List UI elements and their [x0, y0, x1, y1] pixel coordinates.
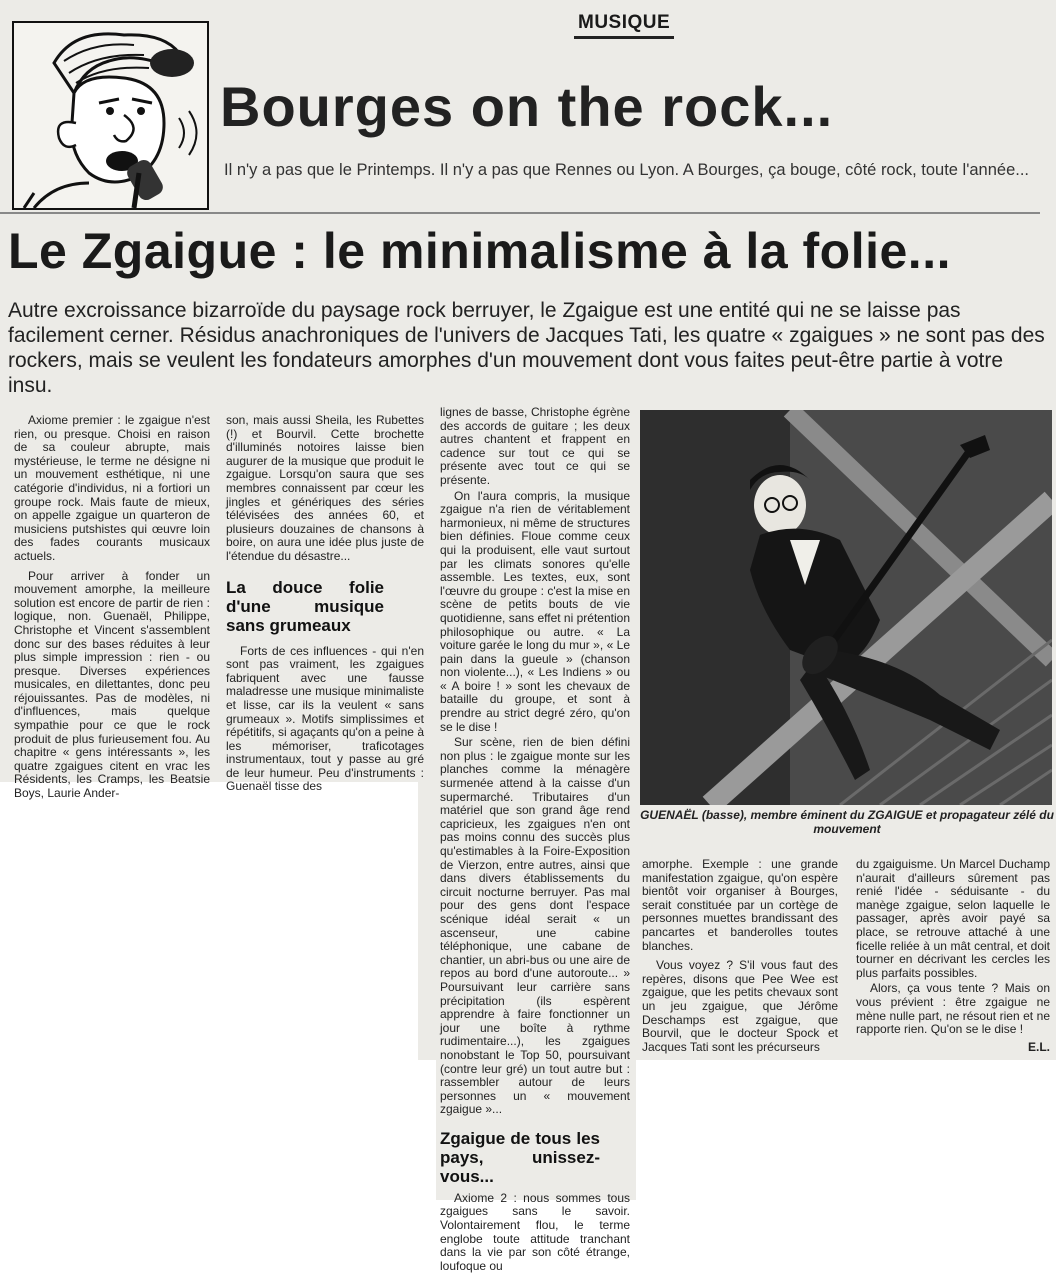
- article-lead: Autre excroissance bizarroïde du paysage rock berruyer, le Zgaigue est une entité qui ne se laisse pas facilement cerner. Résidus anachroniques de l'univers de Jacques Tati, les quatre « zgaigues » ne sont pas des rockers, mais se veulent les fondateurs amorphes d'un mouvement dont vous faites peut-être partie à votre insu.: [8, 299, 1045, 397]
- main-subheadline: Il n'y a pas que le Printemps. Il n'y a pas que Rennes ou Lyon. A Bourges, ça bouge, côté rock, toute l'année...: [224, 161, 1030, 179]
- subheading: Zgaigue de tous les pays, unissez-vous...: [440, 1128, 600, 1186]
- photo-caption: GUENAËL (basse), membre éminent du ZGAIGUE et propagateur zélé du mouvement: [640, 808, 1054, 836]
- paragraph: On l'aura compris, la musique zgaigue n'a rien de véritablement harmonieux, ni même de structures bien définies. Floue comme ceux qui la produisent, elle vaut surtout par les climats sonores qu'elle assemble. Les textes, eux, sont l'œuvre du groupe : c'est la mise en scène de petits bouts de vie quotidienne, sans effet ni prétention philosophique ou autre. « La voiture garée le long du mur », « Le pain dans la gueule » (chanson non violente...), « Les Indiens » ou « A boire ! » sont les chevaux de bataille du groupe, et sont à prendre au strict degré zéro, qu'on se le dise !: [440, 488, 630, 734]
- paragraph: Pour arriver à fonder un mouvement amorphe, la meilleure solution est encore de partir de rien : logique, non. Guenaël, Philippe, Christophe et Vincent s'assemblent donc sur des bases réduites à leur plus simple impression : rien - ou presque. Diverses expériences musicales, en dilettantes, donc peu réjouissantes. Pas de modèles, ni d'influences, mais quelque sympathie pour ce que le rock produit de plus furieusement fou. Au chapitre « gens intéressants », les quatre zgaigues citent en vrac les Résidents, les Cramps, les Beatsie Boys, Laurie Ander-: [14, 568, 210, 801]
- column-3: [440, 406, 630, 1273]
- article-title: Le Zgaigue : le minimalisme à la folie...: [8, 223, 951, 279]
- bassist-photo: [640, 410, 1052, 805]
- column-1: [14, 414, 210, 801]
- divider: [0, 212, 1040, 214]
- column-4: [642, 858, 838, 1054]
- main-headline: Bourges on the rock...: [220, 75, 834, 138]
- paragraph: Axiome 2 : nous sommes tous zgaigues sans le savoir. Volontairement flou, le terme englobe toute attitude tranchant dans la vie par son côté étrange, loufoque ou: [440, 1190, 630, 1273]
- paragraph: Alors, ça vous tente ? Mais on vous prévient : être zgaigue ne mène nulle part, ne résout rien et ne rapporte rien. Qu'on se le dise !: [856, 981, 1050, 1037]
- column-5: [856, 858, 1050, 1054]
- author-signature: E.L.: [1027, 1039, 1050, 1054]
- paragraph: Forts de ces influences - qui n'en sont pas vraiment, les zgaigues fabriquent avec une fausse maladresse une musique minimaliste et lisse, car ils la veulent « sans grumeaux ». Motifs simplissimes et répétitifs, si agaçants qu'on a peine à les mémoriser, traficotages instrumentaux, tout y passe au gré de leur humeur. Peu d'instruments : Guenaël tisse des: [226, 643, 424, 794]
- paragraph: lignes de basse, Christophe égrène des accords de guitare ; les deux autres chantent et frappent en cadence sur tout ce qui se présente avec tout ce qui se présente.: [440, 405, 630, 487]
- paragraph: Axiome premier : le zgaigue n'est rien, ou presque. Choisi en raison de sa couleur abrupte, mais mystérieuse, le terme ne désigne ni un mouvement esthétique, ni une catégorie d'individus, ni a fortiori un groupe rock. Mais faute de mieux, on appelle zgaigue un quarteron de musiciens putshistes qui œuvre loin des fades courants musicaux actuels.: [14, 413, 210, 563]
- paragraph: son, mais aussi Sheila, les Rubettes (!) et Bourvil. Cette brochette d'illuminés notoires laisse bien augurer de la musique que produit le zgaigue. Lorsqu'on saura que ses membres connaissent par cœur les jingles et génériques des séries télévisées des années 60, et plusieurs douzaines de chansons à boire, on aura une idée plus juste de l'étendue du désastre...: [226, 413, 424, 563]
- cartoon-singer-icon: [14, 23, 207, 208]
- column-2: [226, 414, 424, 794]
- section-tag: MUSIQUE: [574, 12, 674, 39]
- photo-bassist-icon: [640, 410, 1052, 805]
- paragraph: Vous voyez ? S'il vous faut des repères, disons que Pee Wee est zgaigue, que les petits chevaux sont un jeu zgaigue, que Jérôme Deschamps est zgaigue, que Bourvil, que le docteur Spock et Jacques Tati sont les précurseurs: [642, 958, 838, 1054]
- cartoon-illustration: [12, 21, 209, 210]
- paragraph: Sur scène, rien de bien défini non plus : le zgaigue monte sur les planches comme la ménagère surmenée attend à la caisse d'un supermarché. Tributaires d'un matériel que son grand âge rend capricieux, les zgaigues n'en ont pas moins connu des succès plus qu'estimables à la Foire-Exposition de Vierzon, entre autres, ainsi que dans divers établissements du circuit nocturne berruyer. Pas mal pour des gens dont l'espace scénique idéal serait « un ascenseur, une cabine téléphonique, une cabane de chantier, un abri-bus ou une aire de repos au bord d'une autoroute... » Poursuivant leur carrière sans précipitation (ils espèrent apprendre à faire fonctionner un jour une boîte à rythme rudimentaire...), les zgaigues nonobstant le Top 50, poursuivant (contre leur gré) un tout autre but : rassembler autour de leurs personnes un « mouvement zgaigue »...: [440, 735, 630, 1117]
- subheading: La douce folie d'une musique sans grumeaux: [226, 577, 384, 635]
- paragraph: du zgaiguisme. Un Marcel Duchamp n'aurait d'ailleurs sûrement pas renié l'idée - séduisante - du manège zgaigue, selon laquelle le passager, après avoir payé sa place, se retrouve attaché à une ficelle reliée à un mât central, et doit tourner en décrivant les cercles les plus parfaits possibles.: [856, 857, 1050, 980]
- paragraph: amorphe. Exemple : une grande manifestation zgaigue, qu'on espère bientôt voir organiser à Bourges, serait constituée par un cortège de personnes muettes brandissant des pancartes et banderolles toutes blanches.: [642, 857, 838, 953]
